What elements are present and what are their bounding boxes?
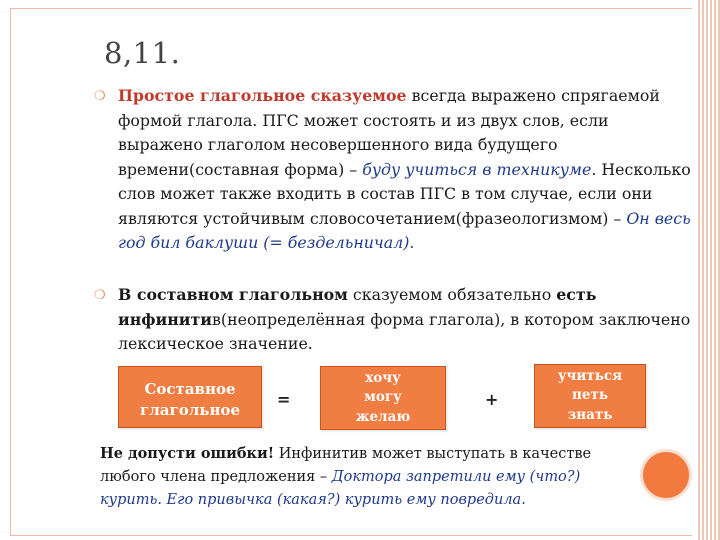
text-segment: Инфинитив может выступать в качестве любого члена предложения – xyxy=(100,446,592,485)
term-infinitive: есть инфинити xyxy=(118,285,597,329)
formula-box-line: желаю xyxy=(355,408,411,425)
formula-box-infinitives xyxy=(534,364,646,428)
formula-box-line: глагольное xyxy=(140,401,240,419)
term-simple-predicate: Простое глагольное сказуемое xyxy=(118,86,407,105)
text-segment: сказуемом обязательно xyxy=(347,285,557,304)
plus-sign: + xyxy=(485,390,499,409)
text-segment: . Несколько слов может также входить в состав ПГС в том случае, если они являются устойчивым словосочетанием(фразеологизмом) – xyxy=(118,159,691,228)
text-segment: всегда выражено спрягаемой формой глагола. ПГС может состоять и из двух слов, если выражено глаголом несовершенного вида будущего времени(составная форма) – xyxy=(118,86,660,179)
decorative-orange-circle xyxy=(640,449,692,501)
example-text: буду учиться в техникуме xyxy=(362,159,592,179)
decorative-stripes xyxy=(698,0,720,540)
bullet-circle-icon: ❍ xyxy=(94,288,106,303)
formula-box-compound xyxy=(118,366,262,428)
formula-box-line: хочу xyxy=(365,369,401,386)
warning-note xyxy=(100,442,640,512)
example-text: Доктора запретили ему (что?) курить. Его привычка (какая?) курить ему повредила. xyxy=(100,469,581,508)
bullet-paragraph-simple-predicate xyxy=(118,84,693,256)
bullet-circle-icon: ❍ xyxy=(94,89,106,104)
example-text: Он весь год бил баклуши (= бездельничал). xyxy=(118,208,691,252)
formula-box-auxiliary-verbs xyxy=(320,366,446,430)
formula-box-line: учиться xyxy=(557,367,623,384)
warning-label: Не допусти ошибки! xyxy=(100,445,275,462)
formula-box-line: знать xyxy=(567,406,613,423)
text-segment: в(неопределённая форма глагола), в котором заключено лексическое значение. xyxy=(118,309,691,353)
slide-title: 8,11. xyxy=(104,36,181,70)
formula-box-line: петь xyxy=(572,387,608,404)
bullet-paragraph-compound-predicate xyxy=(118,283,693,357)
term-compound-predicate: В составном глагольном xyxy=(118,285,348,304)
formula-box-line: Составное xyxy=(144,380,236,398)
equals-sign: = xyxy=(277,390,291,409)
formula-box-line: могу xyxy=(364,389,402,406)
